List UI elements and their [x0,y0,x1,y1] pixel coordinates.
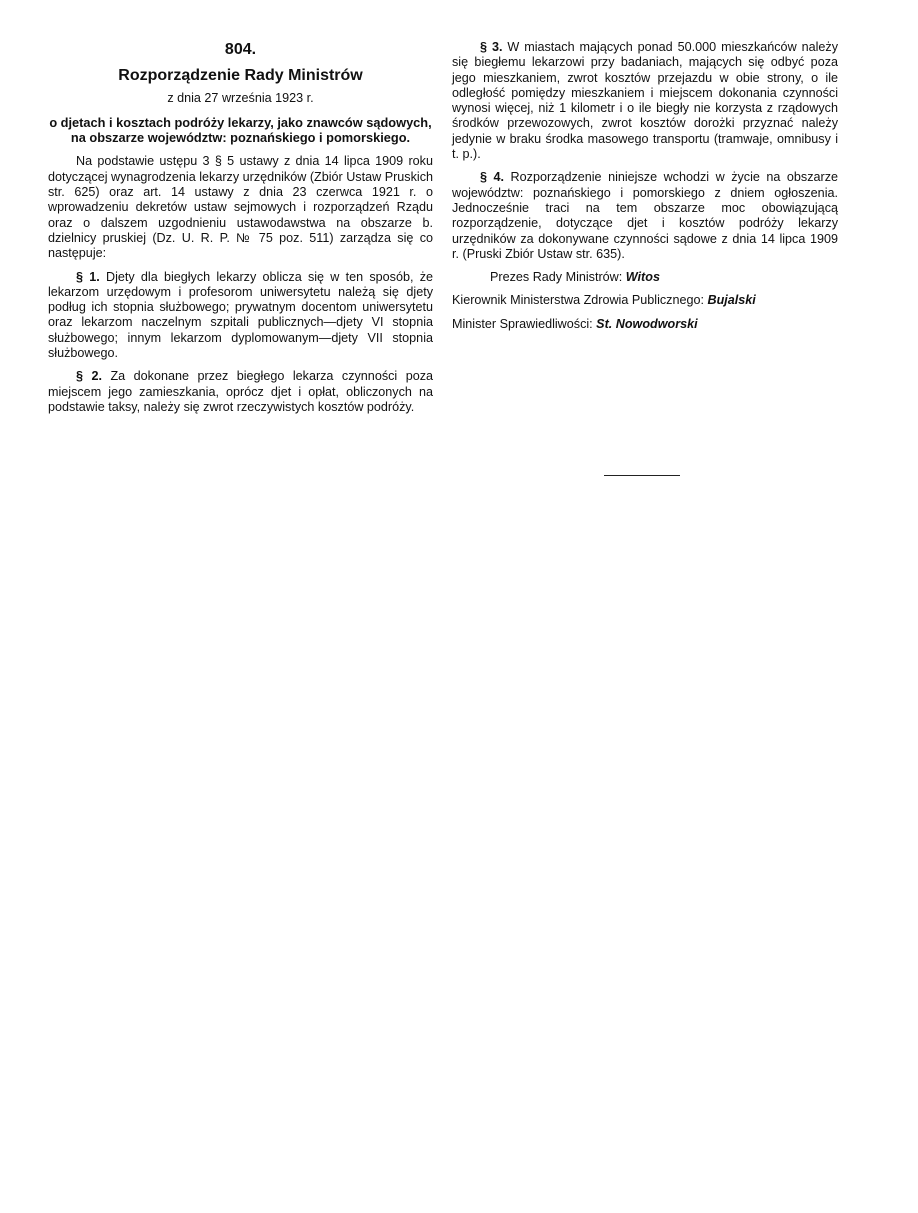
end-divider [604,475,680,476]
signature-name: Bujalski [707,293,756,308]
right-column [452,40,838,340]
paragraph-2-label: § 2. [76,369,102,384]
document-date: z dnia 27 września 1923 r. [167,91,314,105]
paragraph-4-text: Rozporządzenie niniejsze wchodzi w życie na obszarze województw: poznańskiego i pomorskiego z dniem ogłoszenia. Jednocześnie traci na tem obszarze moc obowiązującą rozporządzenie, dotyczące djet i kosztów podróży lekarzy urzędników za dokonywane czynności sądowe z dnia 14 lipca 1909 r. (Pruski Zbiór Ustaw str. 635). [452,170,839,261]
paragraph-1-label: § 1. [76,269,100,284]
paragraph-4 [452,170,838,262]
paragraph-3 [452,40,838,162]
paragraph-4-label: § 4. [480,170,505,185]
paragraph-1-text: Djety dla biegłych lekarzy oblicza się w ten sposób, że lekarzom urzędowym i profesorom uniwersytetu należą się djety podług ich stopnia służbowego; prywatnym docentom uniwersytetu oraz lekarzom naczelnym szpitali publicznych—djety VI stopnia służbowego; innym lekarzom dyplomowanym—djety VII stopnia służbowego. [48,269,433,361]
signature-name: Witos [625,270,660,285]
signature-role: Kierownik Ministerstwa Zdrowia Publicznego: [452,293,704,308]
preamble [48,154,433,261]
paragraph-1 [48,270,433,362]
signature-role: Minister Sprawiedliwości: [452,316,593,331]
document-number: 804. [224,41,257,58]
signature-justice-minister [452,317,838,332]
document-subject: o djetach i kosztach podróży lekarzy, jako znawców sądowych, na obszarze województw: poznańskiego i pomorskiego. [49,115,432,145]
paragraph-3-label: § 3. [480,40,503,54]
signature-role: Prezes Rady Ministrów: [490,270,623,285]
paragraph-2-text: Za dokonane przez biegłego lekarza czynności poza miejscem jego zamieszkania, oprócz djet i opłat, obliczonych na podstawie taksy, należy się zwrot rzeczywistych kosztów podróży. [48,369,433,414]
signature-prime-minister [452,270,838,285]
paragraph-3-text: W miastach mających ponad 50.000 mieszkańców należy się biegłemu lekarzowi przy badaniach, mających się odbyć poza jego mieszkaniem, zwrot kosztów przejazdu w obie strony, o ile odległość pomiędzy mieszkaniem i miejscem dokonania czynności wynosi więcej, niż 1 kilometr i o ile biegły nie korzysta z rządowych środków przewozowych, zwrot kosztów dorożki przyznać należy jedynie w braku środka masowego transportu (tramwaje, omnibusy i t. p.). [452,40,838,162]
document-title: Rozporządzenie Rady Ministrów [118,67,363,84]
paragraph-2 [48,369,433,415]
left-column [48,40,433,423]
signature-health-ministry [452,293,838,308]
preamble-text: Na podstawie ustępu 3 § 5 ustawy z dnia 14 lipca 1909 roku dotyczącej wynagrodzenia lekarzy urzędników (Zbiór Ustaw Pruskich str. 625) oraz art. 14 ustawy z dnia 23 czerwca 1921 r. o wprowadzeniu dekretów ustaw sejmowych i rozporządzeń Rządu oraz o dalszem uzgodnieniu ustawodawstwa na obszarze b. dzielnicy pruskiej (Dz. U. R. P. № 75 poz. 511) zarządza się co następuje: [48,154,433,261]
signature-name: St. Nowodworski [596,316,698,331]
